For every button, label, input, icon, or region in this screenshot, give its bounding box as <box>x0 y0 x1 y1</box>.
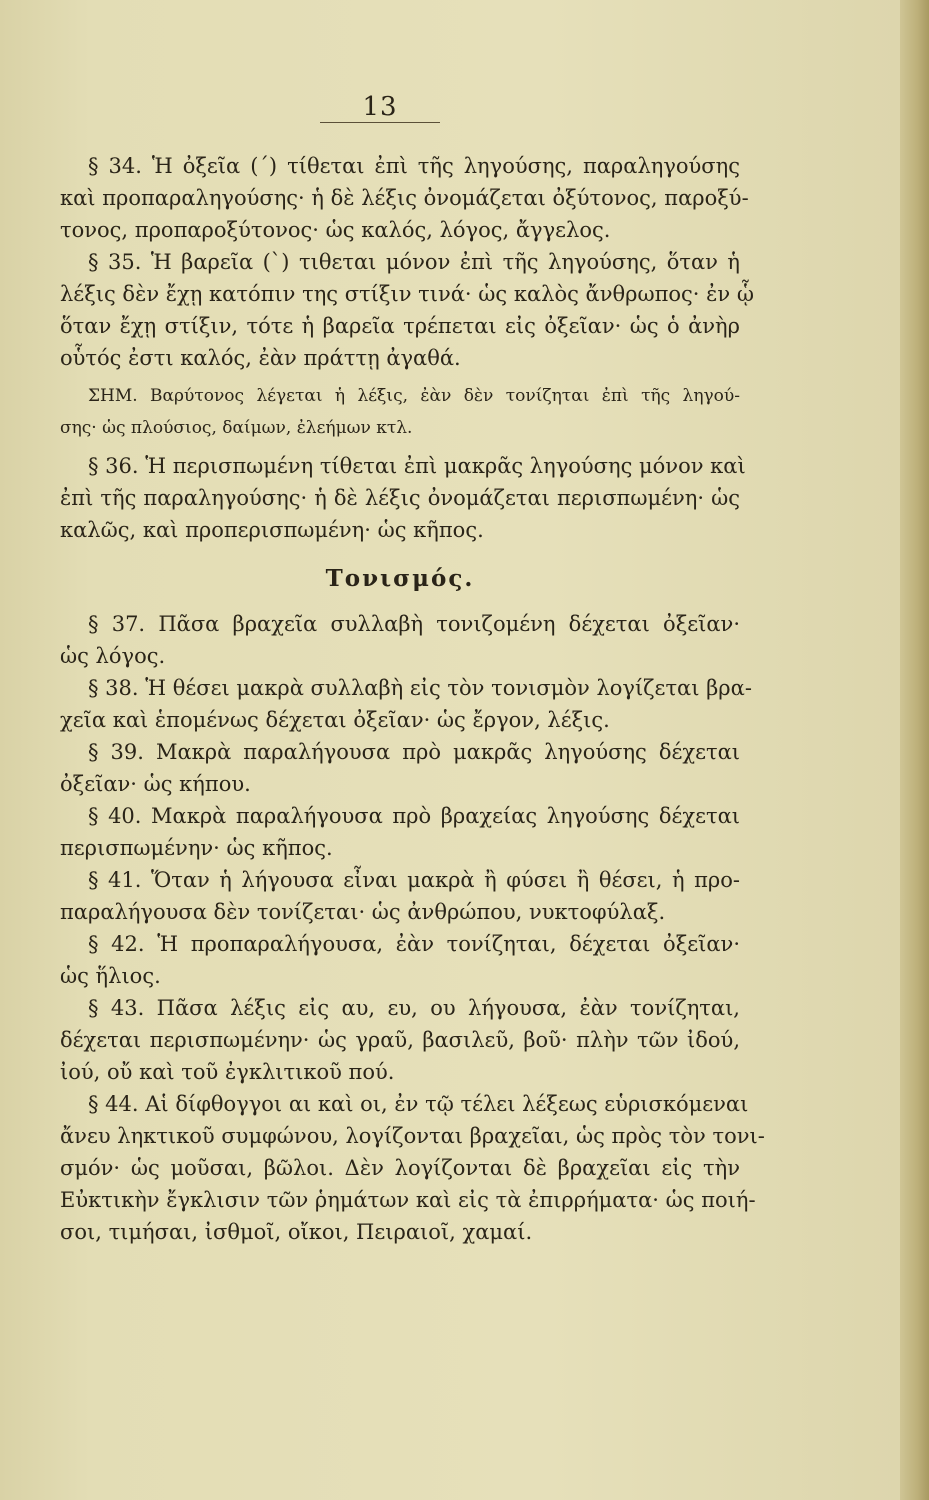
text-line: καὶ προπαραληγούσης· ἡ δὲ λέξις ὀνομάζεται ὀξύτονος, παροξύ- <box>60 186 749 210</box>
note-line: ΣΗΜ. Βαρύτονος λέγεται ἡ λέξις, ἐὰν δὲν τονίζηται ἐπὶ τῆς ληγού- <box>88 386 740 406</box>
text-line: δέχεται περισπωμένην· ὡς γραῦ, βασιλεῦ, βοῦ· πλὴν τῶν ἰδού, <box>60 1028 740 1052</box>
text-line: χεῖα καὶ ἑπομένως δέχεται ὀξεῖαν· ὡς ἔργον, λέξις. <box>60 708 610 732</box>
text-line: § 35. Ἡ βαρεῖα (`) τιθεται μόνον ἐπὶ τῆς ληγούσης, ὅταν ἡ <box>88 250 740 274</box>
text-line: § 40. Μακρὰ παραλήγουσα πρὸ βραχείας ληγούσης δέχεται <box>88 804 740 828</box>
text-line: § 39. Μακρὰ παραλήγουσα πρὸ μακρᾶς ληγούσης δέχεται <box>88 740 740 764</box>
text-line: § 42. Ἡ προπαραλήγουσα, ἐὰν τονίζηται, δέχεται ὀξεῖαν· <box>88 932 740 956</box>
section-heading: Τονισμός. <box>325 565 475 592</box>
header-rule <box>320 122 440 123</box>
text-line: παραλήγουσα δὲν τονίζεται· ὡς ἀνθρώπου, νυκτοφύλαξ. <box>60 900 666 924</box>
page-edge <box>900 0 929 1500</box>
text-line: § 38. Ἡ θέσει μακρὰ συλλαβὴ εἰς τὸν τονισμὸν λογίζεται βρα- <box>88 676 752 700</box>
text-line: ἐπὶ τῆς παραληγούσης· ἡ δὲ λέξις ὀνομάζεται περισπωμένη· ὡς <box>60 486 740 510</box>
text-line: σοι, τιμήσαι, ἰσθμοῖ, οἴκοι, Πειραιοῖ, χαμαί. <box>60 1220 533 1244</box>
text-line: καλῶς, καὶ προπερισπωμένη· ὡς κῆπος. <box>60 518 484 542</box>
text-line: οὗτός ἐστι καλός, ἐὰν πράττῃ ἀγαθά. <box>60 346 461 370</box>
text-line: § 34. Ἡ ὀξεῖα (΄) τίθεται ἐπὶ τῆς ληγούσης, παραληγούσης <box>88 154 740 178</box>
text-line: Εὐκτικὴν ἔγκλισιν τῶν ῥημάτων καὶ εἰς τὰ ἐπιρρήματα· ὡς ποιή- <box>60 1188 756 1212</box>
text-line: § 36. Ἡ περισπωμένη τίθεται ἐπὶ μακρᾶς ληγούσης μόνον καὶ <box>88 454 746 478</box>
text-line: τονος, προπαροξύτονος· ὡς καλός, λόγος, ἄγγελος. <box>60 218 611 242</box>
page-text <box>60 150 765 1248</box>
text-line: ὀξεῖαν· ὡς κήπου. <box>60 772 251 796</box>
text-line: περισπωμένην· ὡς κῆπος. <box>60 836 333 860</box>
text-line: ὡς λόγος. <box>60 644 166 668</box>
text-line: ἄνευ ληκτικοῦ συμφώνου, λογίζονται βραχεῖαι, ὡς πρὸς τὸν τονι- <box>60 1124 765 1148</box>
text-line: ὅταν ἔχῃ στίξιν, τότε ἡ βαρεῖα τρέπεται εἰς ὀξεῖαν· ὡς ὁ ἀνὴρ <box>60 314 740 338</box>
text-line: § 37. Πᾶσα βραχεῖα συλλαβὴ τονιζομένη δέχεται ὀξεῖαν· <box>88 612 740 636</box>
text-line: σμόν· ὡς μοῦσαι, βῶλοι. Δὲν λογίζονται δὲ βραχεῖαι εἰς τὴν <box>60 1156 740 1180</box>
text-line: ὡς ἥλιος. <box>60 964 161 988</box>
text-line: § 41. Ὅταν ἡ λήγουσα εἶναι μακρὰ ἢ φύσει ἢ θέσει, ἡ προ- <box>88 868 740 892</box>
page-number: 13 <box>362 92 398 122</box>
text-line: ἰού, οὔ καὶ τοῦ ἐγκλιτικοῦ πού. <box>60 1060 395 1084</box>
note-line: σης· ὡς πλούσιος, δαίμων, ἐλεήμων κτλ. <box>60 418 413 438</box>
text-line: § 44. Αἱ δίφθογγοι αι καὶ οι, ἐν τῷ τέλει λέξεως εὑρισκόμεναι <box>88 1092 749 1116</box>
text-line: § 43. Πᾶσα λέξις εἰς αυ, ευ, ου λήγουσα, ἐὰν τονίζηται, <box>88 996 740 1020</box>
text-line: λέξις δὲν ἔχῃ κατόπιν της στίξιν τινά· ὡς καλὸς ἄνθρωπος· ἐν ᾧ <box>60 282 754 306</box>
